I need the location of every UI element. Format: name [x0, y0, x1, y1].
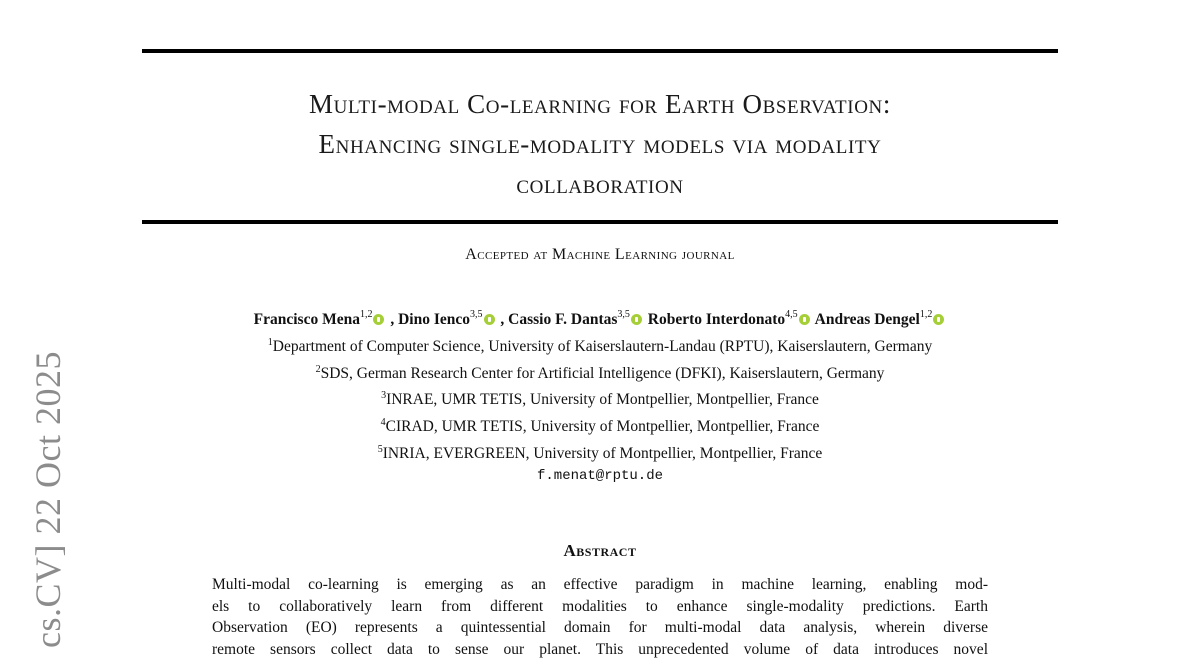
author-separator: ,	[386, 311, 398, 328]
author-name: Dino Ienco	[398, 311, 470, 328]
author-name: Andreas Dengel	[815, 311, 920, 328]
affiliation-sup: 3	[381, 390, 386, 401]
abstract-line: Multi-modal co-learning is emerging as an effective paradigm in machine learning, enabling mod-	[212, 574, 988, 596]
affiliation	[100, 385, 1100, 412]
title-line-3: collaboration	[142, 164, 1058, 204]
abstract-line: els to collaboratively learn from different modalities to enhance single-modality predictions. Earth	[212, 596, 988, 618]
author-affil-sup: 3,5	[617, 309, 630, 320]
affiliation-text: Department of Computer Science, University of Kaiserslautern-Landau (RPTU), Kaiserslautern, Germany	[273, 338, 932, 355]
title-line-2: Enhancing single-modality models via modality	[142, 124, 1058, 164]
title-rule-top	[142, 49, 1058, 53]
paper-title	[142, 84, 1058, 204]
affiliation-sup: 5	[378, 444, 383, 455]
author-list	[100, 310, 1100, 329]
affiliation	[100, 332, 1100, 359]
author-name: Roberto Interdonato	[648, 311, 785, 328]
contact-email[interactable]: f.menat@rptu.de	[100, 465, 1100, 488]
abstract-body	[212, 574, 988, 660]
author-affil-sup: 4,5	[785, 309, 798, 320]
affiliation-text: CIRAD, UMR TETIS, University of Montpellier, Montpellier, France	[386, 418, 820, 435]
abstract-line: Observation (EO) represents a quintessential domain for multi-modal data analysis, wherein diverse	[212, 617, 988, 639]
arxiv-stamp: cs.CV] 22 Oct 2025	[24, 351, 72, 648]
affiliation-sup: 4	[381, 417, 386, 428]
orcid-icon[interactable]	[933, 314, 944, 325]
abstract-heading: Abstract	[142, 541, 1058, 561]
author-separator: ,	[497, 311, 509, 328]
title-line-1: Multi-modal Co-learning for Earth Observation:	[142, 84, 1058, 124]
affiliation-text: SDS, German Research Center for Artificial Intelligence (DFKI), Kaiserslautern, Germany	[321, 365, 885, 382]
affiliation	[100, 439, 1100, 466]
affiliation-sup: 1	[268, 337, 273, 348]
affiliation-list	[100, 332, 1100, 488]
affiliation	[100, 359, 1100, 386]
affiliation-text: INRAE, UMR TETIS, University of Montpellier, Montpellier, France	[386, 391, 819, 408]
author-affil-sup: 1,2	[920, 309, 933, 320]
affiliation-text: INRIA, EVERGREEN, University of Montpellier, Montpellier, France	[383, 445, 823, 462]
orcid-icon[interactable]	[484, 314, 495, 325]
author-affil-sup: 1,2	[360, 309, 373, 320]
author-affil-sup: 3,5	[470, 309, 483, 320]
title-rule-bottom	[142, 220, 1058, 224]
affiliation	[100, 412, 1100, 439]
affiliation-sup: 2	[316, 364, 321, 375]
orcid-icon[interactable]	[631, 314, 642, 325]
orcid-icon[interactable]	[373, 314, 384, 325]
orcid-icon[interactable]	[799, 314, 810, 325]
author-name: Francisco Mena	[254, 311, 360, 328]
author-name: Cassio F. Dantas	[508, 311, 617, 328]
venue-note: Accepted at Machine Learning journal	[142, 246, 1058, 264]
abstract-line: remote sensors collect data to sense our planet. This unprecedented volume of data introduces novel	[212, 639, 988, 660]
